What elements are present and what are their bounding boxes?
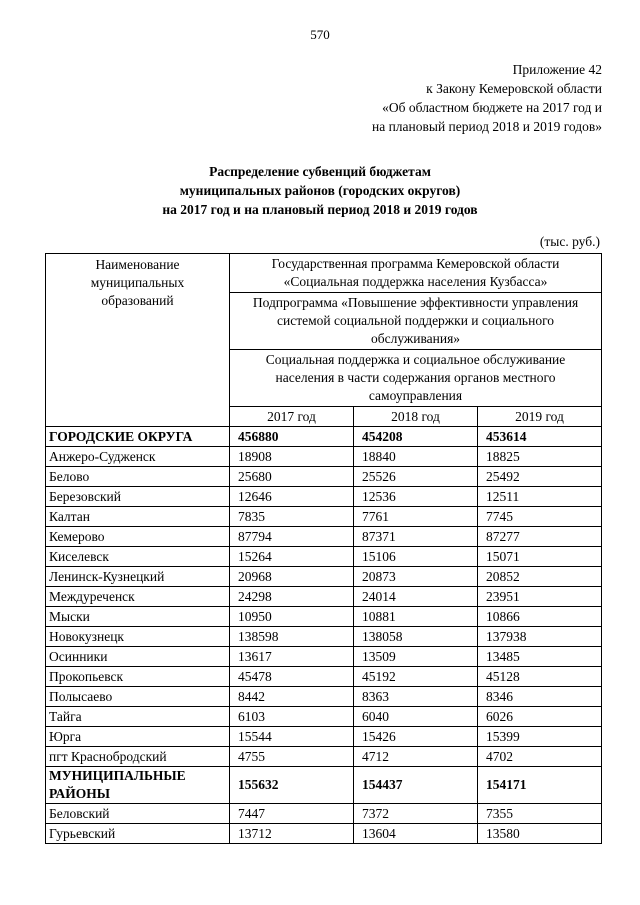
- row-name-cell: Киселевск: [46, 547, 230, 567]
- column-header-2018: 2018 год: [354, 407, 478, 427]
- row-name-cell: Кемерово: [46, 527, 230, 547]
- value-2018-cell: 154437: [354, 767, 478, 804]
- appendix-line: Приложение 42: [512, 62, 602, 77]
- value-2019-cell: 23951: [478, 587, 602, 607]
- subprogram-header: Подпрограмма «Повышение эффективности управления системой социальной поддержки и социального обслуживания»: [230, 293, 602, 350]
- table-row: [46, 547, 602, 567]
- value-2019-cell: 13485: [478, 647, 602, 667]
- value-2019-cell: 137938: [478, 627, 602, 647]
- value-2017-cell: 155632: [230, 767, 354, 804]
- value-2017-cell: 87794: [230, 527, 354, 547]
- column-header-2017: 2017 год: [230, 407, 354, 427]
- value-2019-cell: 87277: [478, 527, 602, 547]
- appendix-reference: [372, 60, 602, 136]
- table-row: [46, 687, 602, 707]
- value-2017-cell: 6103: [230, 707, 354, 727]
- value-2019-cell: 13580: [478, 824, 602, 844]
- table-section-row: [46, 427, 602, 447]
- row-name-cell: Белово: [46, 467, 230, 487]
- row-name-cell: Междуреченск: [46, 587, 230, 607]
- value-2018-cell: 7761: [354, 507, 478, 527]
- value-2018-cell: 24014: [354, 587, 478, 607]
- table-row: [46, 647, 602, 667]
- value-2019-cell: 10866: [478, 607, 602, 627]
- value-2017-cell: 12646: [230, 487, 354, 507]
- value-2019-cell: 18825: [478, 447, 602, 467]
- row-name-cell: Осинники: [46, 647, 230, 667]
- table-row: [46, 707, 602, 727]
- measure-header: Социальная поддержка и социальное обслуживание населения в части содержания органов местного самоуправления: [230, 350, 602, 407]
- title-line: Распределение субвенций бюджетам: [209, 164, 431, 179]
- value-2017-cell: 7835: [230, 507, 354, 527]
- row-name-cell: Анжеро-Судженск: [46, 447, 230, 467]
- program-header: Государственная программа Кемеровской области «Социальная поддержка населения Кузбасса»: [230, 254, 602, 293]
- value-2019-cell: 8346: [478, 687, 602, 707]
- value-2019-cell: 154171: [478, 767, 602, 804]
- value-2017-cell: 456880: [230, 427, 354, 447]
- table-row: [46, 667, 602, 687]
- value-2017-cell: 7447: [230, 804, 354, 824]
- value-2018-cell: 20873: [354, 567, 478, 587]
- column-header-name: Наименование муниципальных образований: [46, 254, 230, 427]
- appendix-line: «Об областном бюджете на 2017 год и: [382, 100, 602, 115]
- table-row: [46, 824, 602, 844]
- value-2019-cell: 25492: [478, 467, 602, 487]
- row-name-cell: Полысаево: [46, 687, 230, 707]
- table-row: [46, 467, 602, 487]
- title-line: муниципальных районов (городских округов): [179, 183, 461, 198]
- value-2017-cell: 45478: [230, 667, 354, 687]
- value-2017-cell: 18908: [230, 447, 354, 467]
- row-name-cell: Юрга: [46, 727, 230, 747]
- table-section-row: [46, 767, 602, 804]
- table-row: [46, 507, 602, 527]
- value-2017-cell: 138598: [230, 627, 354, 647]
- value-2018-cell: 13509: [354, 647, 478, 667]
- value-2018-cell: 87371: [354, 527, 478, 547]
- value-2017-cell: 8442: [230, 687, 354, 707]
- value-2018-cell: 12536: [354, 487, 478, 507]
- subsidies-table: [45, 253, 602, 844]
- value-2018-cell: 8363: [354, 687, 478, 707]
- value-2018-cell: 15426: [354, 727, 478, 747]
- value-2019-cell: 20852: [478, 567, 602, 587]
- row-name-cell: Беловский: [46, 804, 230, 824]
- value-2018-cell: 45192: [354, 667, 478, 687]
- column-header-2019: 2019 год: [478, 407, 602, 427]
- value-2018-cell: 6040: [354, 707, 478, 727]
- value-2019-cell: 453614: [478, 427, 602, 447]
- value-2018-cell: 10881: [354, 607, 478, 627]
- title-line: на 2017 год и на плановый период 2018 и 2019 годов: [162, 202, 478, 217]
- table-row: [46, 567, 602, 587]
- value-2019-cell: 15399: [478, 727, 602, 747]
- table-row: [46, 607, 602, 627]
- value-2018-cell: 25526: [354, 467, 478, 487]
- table-body: [46, 427, 602, 844]
- value-2017-cell: 20968: [230, 567, 354, 587]
- value-2018-cell: 138058: [354, 627, 478, 647]
- table-row: [46, 747, 602, 767]
- table-row: [46, 527, 602, 547]
- value-2017-cell: 13617: [230, 647, 354, 667]
- row-name-cell: ГОРОДСКИЕ ОКРУГА: [46, 427, 230, 447]
- table-row: [46, 447, 602, 467]
- row-name-cell: Березовский: [46, 487, 230, 507]
- row-name-cell: Гурьевский: [46, 824, 230, 844]
- value-2017-cell: 10950: [230, 607, 354, 627]
- value-2019-cell: 4702: [478, 747, 602, 767]
- units-label: (тыс. руб.): [539, 234, 600, 249]
- value-2018-cell: 4712: [354, 747, 478, 767]
- row-name-cell: Тайга: [46, 707, 230, 727]
- appendix-line: к Закону Кемеровской области: [426, 81, 602, 96]
- appendix-line: на плановый период 2018 и 2019 годов»: [371, 119, 602, 134]
- value-2017-cell: 4755: [230, 747, 354, 767]
- page-number: 570: [310, 27, 330, 42]
- value-2019-cell: 12511: [478, 487, 602, 507]
- row-name-cell: Новокузнецк: [46, 627, 230, 647]
- value-2017-cell: 13712: [230, 824, 354, 844]
- value-2019-cell: 7745: [478, 507, 602, 527]
- row-name-cell: Ленинск-Кузнецкий: [46, 567, 230, 587]
- row-name-cell: Калтан: [46, 507, 230, 527]
- value-2018-cell: 454208: [354, 427, 478, 447]
- table-row: [46, 487, 602, 507]
- value-2019-cell: 45128: [478, 667, 602, 687]
- value-2017-cell: 15544: [230, 727, 354, 747]
- table-row: [46, 727, 602, 747]
- value-2019-cell: 15071: [478, 547, 602, 567]
- table-row: [46, 587, 602, 607]
- value-2019-cell: 7355: [478, 804, 602, 824]
- value-2018-cell: 18840: [354, 447, 478, 467]
- value-2018-cell: 15106: [354, 547, 478, 567]
- table-row: [46, 804, 602, 824]
- row-name-cell: МУНИЦИПАЛЬНЫЕ РАЙОНЫ: [46, 767, 230, 804]
- value-2017-cell: 24298: [230, 587, 354, 607]
- value-2019-cell: 6026: [478, 707, 602, 727]
- row-name-cell: пгт Краснобродский: [46, 747, 230, 767]
- value-2017-cell: 15264: [230, 547, 354, 567]
- row-name-cell: Прокопьевск: [46, 667, 230, 687]
- value-2018-cell: 13604: [354, 824, 478, 844]
- table-row: [46, 627, 602, 647]
- document-title: [0, 162, 640, 219]
- row-name-cell: Мыски: [46, 607, 230, 627]
- value-2017-cell: 25680: [230, 467, 354, 487]
- value-2018-cell: 7372: [354, 804, 478, 824]
